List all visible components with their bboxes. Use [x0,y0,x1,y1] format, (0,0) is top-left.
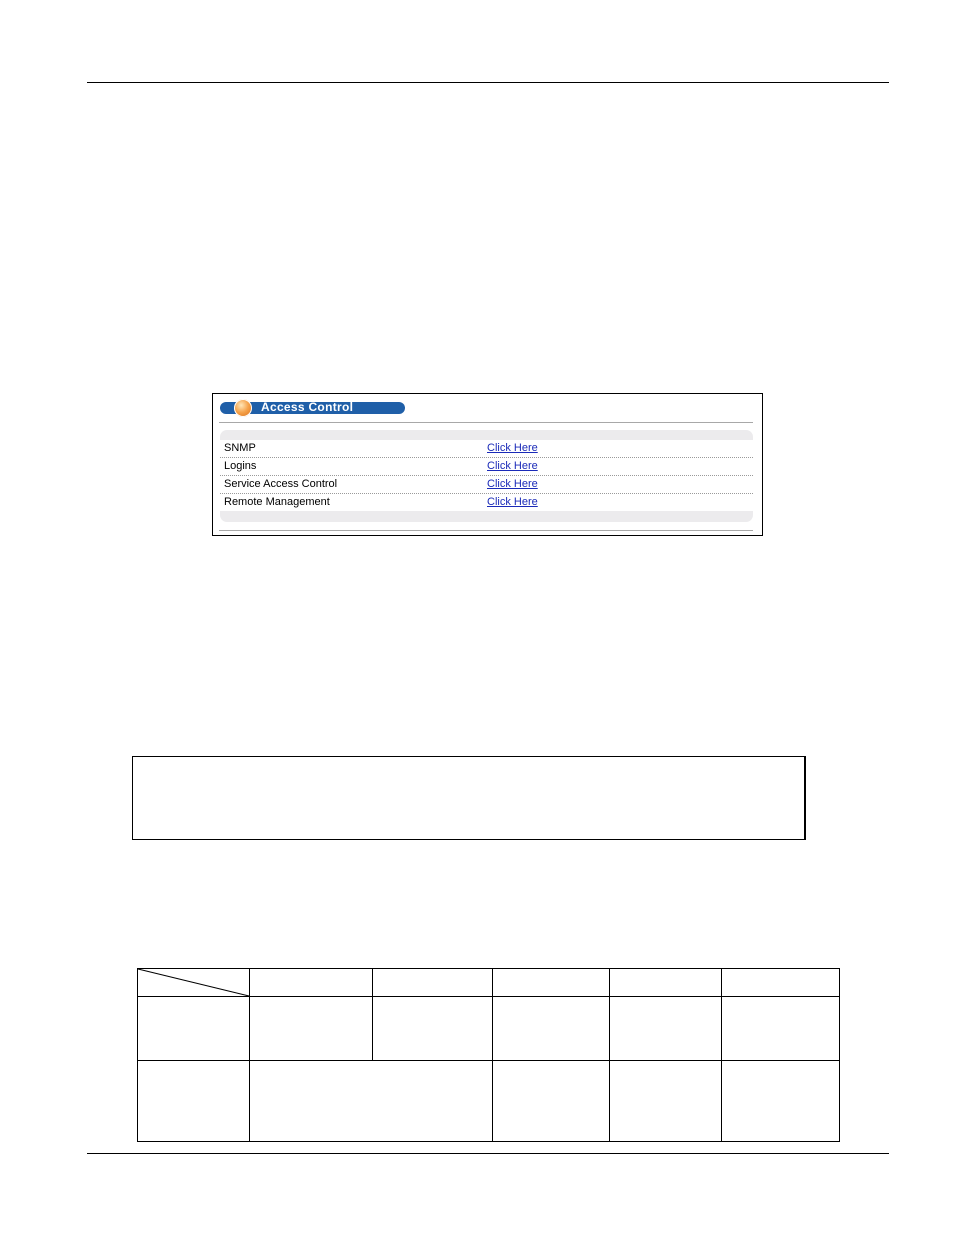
list-item-snmp [220,440,753,458]
table-column-separator [609,968,610,1142]
logins-click-here-link[interactable]: Click Here [487,460,538,472]
header-rule [87,82,889,83]
list-item-logins [220,458,753,476]
footer-rule [87,1153,889,1154]
list-item-service-access-control [220,476,753,494]
orange-orb-icon [234,399,252,417]
remote-management-click-here-link[interactable]: Click Here [487,496,538,508]
access-control-screen [212,393,763,536]
note-box [132,756,806,840]
title-bar [220,402,405,414]
item-label: Remote Management [224,496,330,508]
bottom-divider [219,530,753,531]
list-item-remote-management [220,494,753,511]
grid-table [137,968,840,1142]
item-label: Logins [224,460,257,472]
table-column-separator [492,968,493,1142]
header-diagonal-line [137,968,250,997]
screen-title: Access Control [261,400,354,414]
title-divider [219,422,753,423]
table-row-separator [137,1060,840,1061]
table-column-separator [372,968,373,1061]
service-access-control-click-here-link[interactable]: Click Here [487,478,538,490]
table-border-right [839,968,840,1142]
access-control-list [220,430,753,522]
table-column-separator [721,968,722,1142]
snmp-click-here-link[interactable]: Click Here [487,442,538,454]
item-label: SNMP [224,442,256,454]
item-label: Service Access Control [224,478,338,490]
table-border-bottom [137,1141,840,1142]
